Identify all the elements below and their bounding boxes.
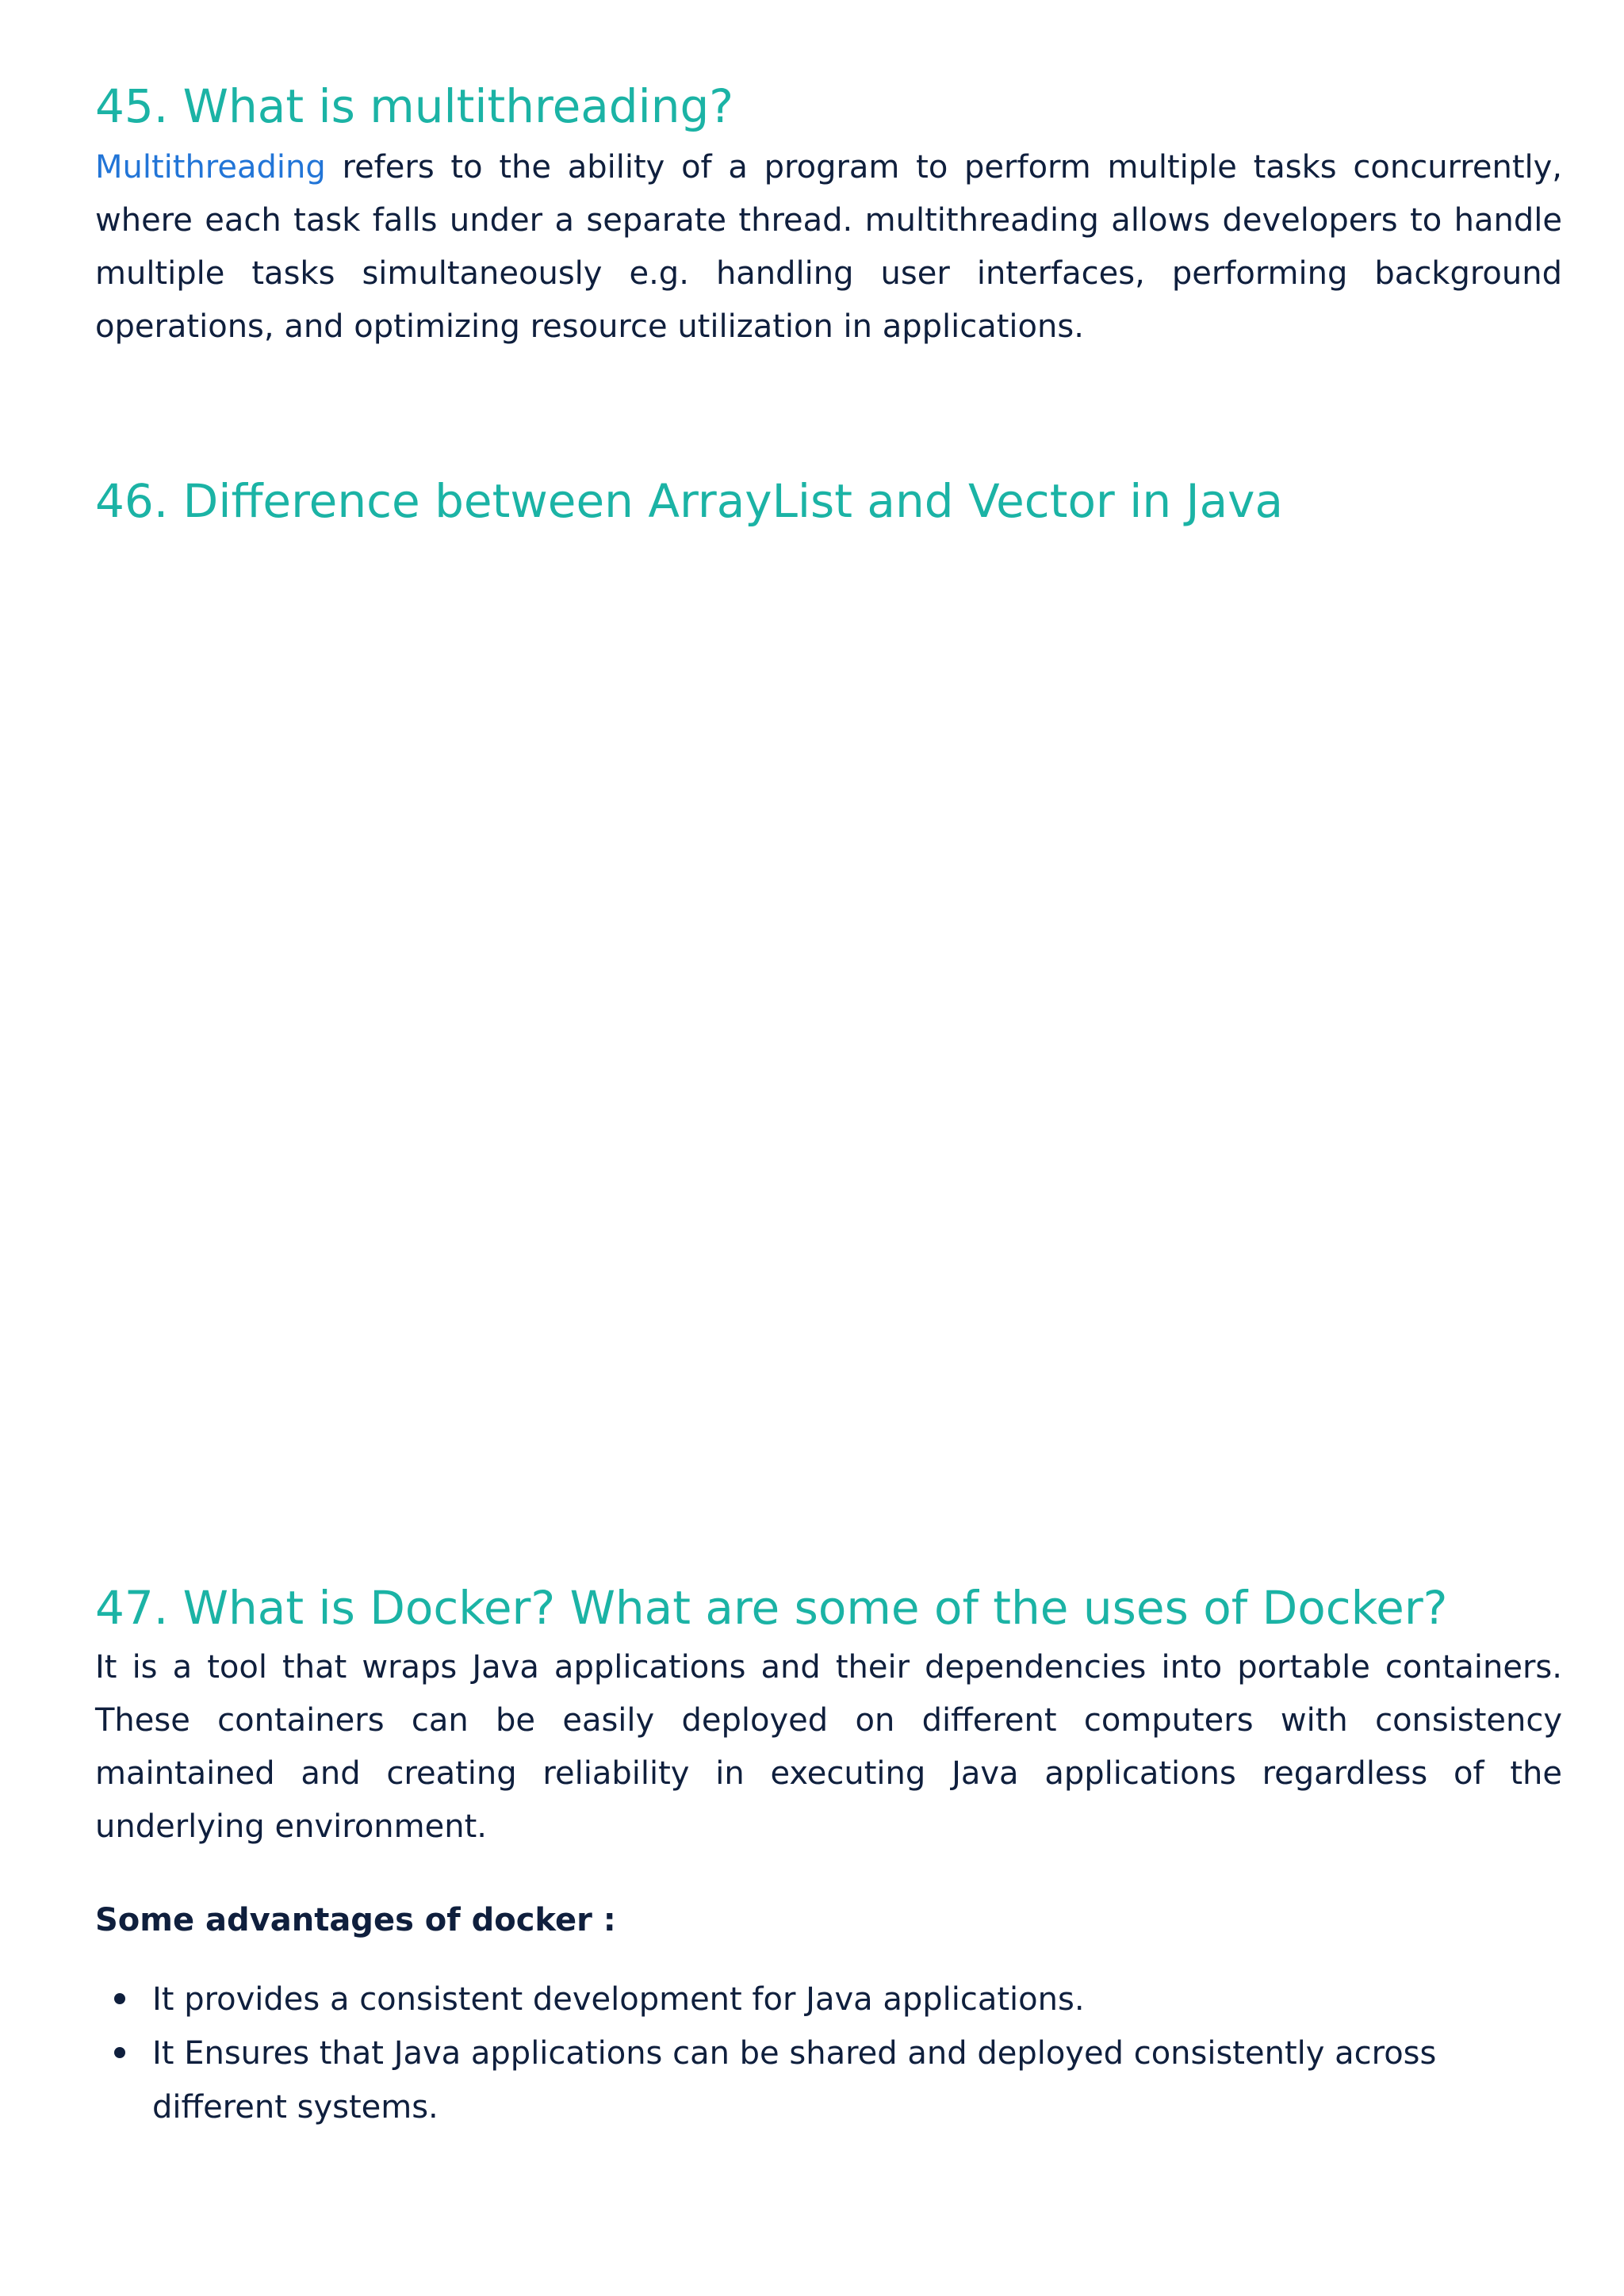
q47-heading: 47. What is Docker? What are some of the uses of Docker? [95, 1581, 1448, 1635]
docker-advantages-list [95, 1973, 1562, 2134]
q47-paragraph: It is a tool that wraps Java applications and their dependencies into portable containers. These containers can be easily deployed on different computers with consistency maintained and creating reliability in executing Java applications regardless of the underlying environment. [95, 1649, 1562, 1845]
list-item [95, 2026, 1562, 2134]
bullet-icon [114, 2047, 125, 2058]
list-item-text: It Ensures that Java applications can be shared and deployed consistently across different systems. [152, 2035, 1437, 2126]
q46-heading: 46. Difference between ArrayList and Vector in Java [95, 474, 1284, 528]
multithreading-link[interactable]: Multithreading [95, 149, 326, 186]
bullet-icon [114, 1993, 125, 2004]
q45-heading: 45. What is multithreading? [95, 79, 734, 133]
q45-paragraph [95, 141, 1562, 354]
list-item-text: It provides a consistent development for Java applications. [152, 1981, 1085, 2018]
docker-advantages-title: Some advantages of docker : [95, 1902, 616, 1938]
q45-body-text: refers to the ability of a program to perform multiple tasks concurrently, where each task falls under a separate thread. multithreading allows developers to handle multiple tasks simultaneously e.g. handling user interfaces, performing background operations, and optimizing resource utilization in applications. [95, 149, 1562, 345]
list-item [95, 1973, 1562, 2026]
